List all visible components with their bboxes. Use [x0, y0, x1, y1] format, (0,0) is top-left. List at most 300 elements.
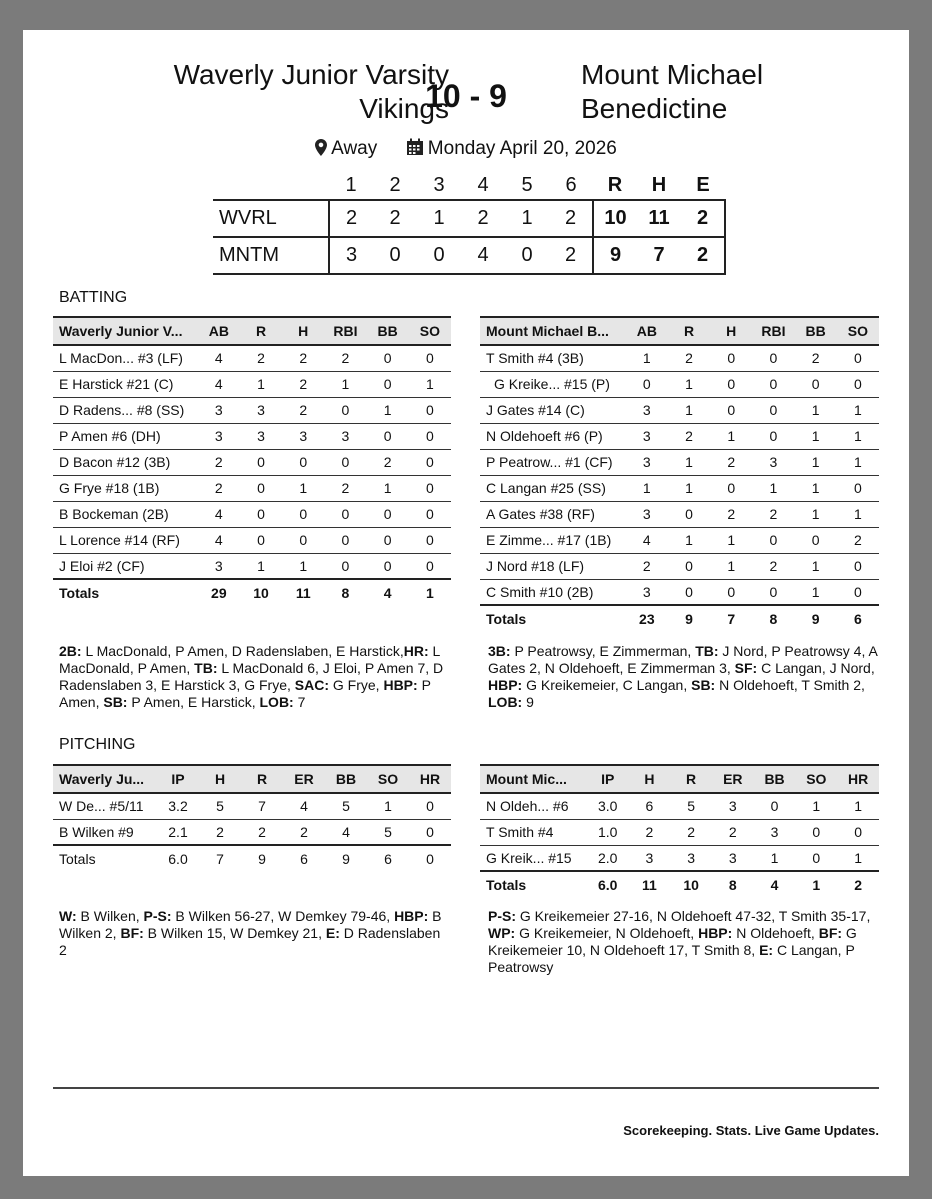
totals-row	[53, 579, 451, 605]
stat-cell: 0	[240, 475, 282, 501]
stat-cell: 2	[282, 371, 324, 397]
total-cell: 8	[712, 871, 754, 897]
note-value: N Oldehoeft,	[732, 925, 819, 941]
stat-cell: 3	[240, 423, 282, 449]
column-header: ER	[712, 765, 754, 793]
stat-cell: 0	[626, 371, 668, 397]
stat-cell: 0	[282, 527, 324, 553]
stat-cell: 0	[795, 527, 837, 553]
totals-label: Totals	[480, 871, 587, 897]
total-cell: 6.0	[587, 871, 629, 897]
game-header	[23, 58, 909, 134]
stat-cell: 0	[837, 579, 879, 605]
column-header: IP	[587, 765, 629, 793]
stat-cell: 0	[837, 475, 879, 501]
column-header: SO	[367, 765, 409, 793]
column-header: BB	[325, 765, 367, 793]
stat-cell: 0	[282, 449, 324, 475]
player-row	[480, 527, 879, 553]
column-header: H	[710, 317, 752, 345]
stat-cell: 1	[282, 553, 324, 579]
stat-cell: 0	[409, 501, 451, 527]
stat-cell: 1	[710, 423, 752, 449]
note-key: LOB:	[488, 694, 523, 710]
stat-cell: 1	[668, 449, 710, 475]
note-value: L MacDonald, P Amen, D Radenslaben, E Harstick,	[81, 643, 404, 659]
player-row	[53, 397, 451, 423]
total-cell: 29	[198, 579, 240, 605]
box-score-page	[23, 30, 909, 1176]
player-row	[480, 345, 879, 371]
column-header: Waverly Ju...	[53, 765, 157, 793]
column-header: Waverly Junior V...	[53, 317, 198, 345]
stat-cell: 0	[324, 501, 366, 527]
stat-cell: 5	[670, 793, 712, 819]
stat-cell: 1	[795, 423, 837, 449]
stat-cell: 3	[626, 501, 668, 527]
totals-label: Totals	[480, 605, 626, 631]
stat-cell: 1	[795, 501, 837, 527]
note-key: W:	[59, 908, 77, 924]
stat-cell: 0	[837, 371, 879, 397]
stat-cell: 2	[240, 345, 282, 371]
stat-cell: 2	[367, 449, 409, 475]
stat-cell: 4	[198, 345, 240, 371]
note-value: C Langan, J Nord,	[757, 660, 875, 676]
note-key: HBP:	[698, 925, 733, 941]
note-key: P-S:	[143, 908, 172, 924]
player-row	[53, 819, 451, 845]
stat-cell: 2	[670, 819, 712, 845]
stat-cell: 0	[409, 423, 451, 449]
batting-table-home	[53, 316, 451, 605]
stat-cell: 3	[198, 423, 240, 449]
stat-cell: 1	[795, 793, 837, 819]
stat-cell: 2	[837, 527, 879, 553]
column-header: SO	[409, 317, 451, 345]
stat-cell: 0	[367, 527, 409, 553]
player-row	[53, 501, 451, 527]
note-value: 7	[293, 694, 306, 710]
stat-cell: 3	[670, 845, 712, 871]
column-header: SO	[837, 317, 879, 345]
batting-section-title: BATTING	[59, 289, 128, 306]
stat-cell: 2.0	[587, 845, 629, 871]
stat-cell: 1	[795, 475, 837, 501]
stat-cell: 0	[754, 793, 796, 819]
stat-cell: 1	[668, 527, 710, 553]
note-value: N Oldehoeft, T Smith 2,	[715, 677, 865, 693]
stat-cell: 0	[324, 527, 366, 553]
stat-cell: 0	[367, 423, 409, 449]
pitching-notes-home	[59, 908, 451, 959]
stat-cell: 0	[324, 397, 366, 423]
column-header: Mount Mic...	[480, 765, 587, 793]
game-meta	[23, 138, 909, 162]
player-name: E Harstick #21 (C)	[53, 371, 198, 397]
note-value: G Kreikemeier 10, N Oldehoeft 17, T Smith 8,	[488, 925, 857, 958]
stat-cell: 2	[283, 819, 325, 845]
stat-cell: 1	[837, 449, 879, 475]
total-cell: 1	[409, 579, 451, 605]
batting-notes-away	[488, 643, 879, 711]
stat-cell: 0	[409, 397, 451, 423]
stat-cell: 0	[367, 345, 409, 371]
stat-cell: 1	[324, 371, 366, 397]
player-name: P Peatrow... #1 (CF)	[480, 449, 626, 475]
player-name: C Smith #10 (2B)	[480, 579, 626, 605]
footer-tagline: Scorekeeping. Stats. Live Game Updates.	[623, 1123, 879, 1138]
stat-cell: 3.0	[587, 793, 629, 819]
stat-cell: 0	[409, 819, 451, 845]
stat-cell: 1	[282, 475, 324, 501]
total-cell: 7	[710, 605, 752, 631]
stat-cell: 5	[367, 819, 409, 845]
stat-cell: 1	[668, 397, 710, 423]
stat-cell: 0	[710, 579, 752, 605]
column-header: BB	[754, 765, 796, 793]
player-name: J Nord #18 (LF)	[480, 553, 626, 579]
stat-cell: 1	[837, 423, 879, 449]
player-name: E Zimme... #17 (1B)	[480, 527, 626, 553]
total-cell: 4	[754, 871, 796, 897]
total-cell: 10	[670, 871, 712, 897]
stat-cell: 3	[629, 845, 671, 871]
stat-cell: 1	[240, 371, 282, 397]
stat-cell: 0	[752, 423, 794, 449]
note-value: G Kreikemeier 27-16, N Oldehoeft 47-32, T Smith 35-17,	[516, 908, 871, 924]
note-key: P-S:	[488, 908, 516, 924]
stat-cell: 1	[837, 793, 879, 819]
player-row	[480, 423, 879, 449]
stat-cell: 0	[324, 449, 366, 475]
stat-cell: 3	[324, 423, 366, 449]
stat-cell: 2	[324, 345, 366, 371]
stat-cell: 1	[795, 553, 837, 579]
date-text: Monday April 20, 2026	[427, 138, 617, 159]
stat-cell: 3.2	[157, 793, 199, 819]
column-header: BB	[367, 317, 409, 345]
stat-cell: 4	[198, 527, 240, 553]
total-cell: 7	[199, 845, 241, 871]
stat-cell: 0	[837, 553, 879, 579]
stat-cell: 3	[626, 579, 668, 605]
column-header: Mount Michael B...	[480, 317, 626, 345]
total-cell: 6.0	[157, 845, 199, 871]
total-cell: 0	[409, 845, 451, 871]
note-key: HBP:	[488, 677, 523, 693]
pitching-table-home	[53, 764, 451, 871]
player-row	[53, 423, 451, 449]
stat-cell: 1	[837, 397, 879, 423]
note-value: L MacDonald, P Amen,	[59, 643, 440, 676]
player-name: C Langan #25 (SS)	[480, 475, 626, 501]
stat-cell: 2	[752, 501, 794, 527]
away-team-name: Mount Michael Benedictine	[581, 59, 764, 124]
stat-cell: 4	[283, 793, 325, 819]
stat-cell: 1	[795, 397, 837, 423]
stat-cell: 4	[198, 371, 240, 397]
stat-cell: 5	[325, 793, 367, 819]
stat-cell: 4	[198, 501, 240, 527]
stat-cell: 4	[325, 819, 367, 845]
stat-header-row	[53, 317, 451, 345]
player-row	[480, 819, 879, 845]
stat-cell: 3	[626, 397, 668, 423]
stat-cell: 0	[409, 449, 451, 475]
total-cell: 2	[837, 871, 879, 897]
stat-cell: 3	[712, 793, 754, 819]
stat-header-row	[53, 765, 451, 793]
player-row	[53, 793, 451, 819]
column-header: SO	[795, 765, 837, 793]
note-key: WP:	[488, 925, 516, 941]
column-header: BB	[795, 317, 837, 345]
note-value: P Peatrowsy, E Zimmerman,	[510, 643, 696, 659]
stat-cell: 0	[752, 527, 794, 553]
column-header: RBI	[752, 317, 794, 345]
player-name: N Oldehoeft #6 (P)	[480, 423, 626, 449]
stat-cell: 0	[324, 553, 366, 579]
stat-cell: 3	[240, 397, 282, 423]
total-cell: 6	[837, 605, 879, 631]
player-row	[480, 449, 879, 475]
stat-cell: 0	[282, 501, 324, 527]
note-value: D Radenslaben 2	[59, 925, 441, 958]
player-row	[53, 345, 451, 371]
total-cell: 6	[283, 845, 325, 871]
stat-cell: 0	[409, 527, 451, 553]
total-cell: 9	[241, 845, 283, 871]
column-header: H	[629, 765, 671, 793]
stat-cell: 1	[240, 553, 282, 579]
totals-row	[480, 871, 879, 897]
total-cell: 10	[240, 579, 282, 605]
note-key: TB:	[695, 643, 719, 659]
stat-cell: 2	[198, 475, 240, 501]
stat-cell: 1	[795, 449, 837, 475]
column-header: R	[670, 765, 712, 793]
stat-cell: 0	[409, 553, 451, 579]
player-name: B Wilken #9	[53, 819, 157, 845]
stat-cell: 0	[710, 345, 752, 371]
player-name: G Frye #18 (1B)	[53, 475, 198, 501]
note-key: E:	[759, 942, 774, 958]
player-row	[480, 793, 879, 819]
player-row	[480, 579, 879, 605]
note-key: 3B:	[488, 643, 511, 659]
stat-cell: 1.0	[587, 819, 629, 845]
footer-divider	[53, 1087, 879, 1089]
stat-cell: 0	[752, 345, 794, 371]
stat-cell: 2	[752, 553, 794, 579]
stat-cell: 3	[282, 423, 324, 449]
total-cell: 8	[752, 605, 794, 631]
stat-cell: 0	[240, 527, 282, 553]
stat-cell: 2	[282, 345, 324, 371]
stat-cell: 2	[241, 819, 283, 845]
note-key: SAC:	[294, 677, 329, 693]
column-header: R	[241, 765, 283, 793]
stat-cell: 0	[795, 819, 837, 845]
stat-cell: 2	[282, 397, 324, 423]
column-header: AB	[198, 317, 240, 345]
note-key: TB:	[194, 660, 218, 676]
stat-cell: 0	[752, 579, 794, 605]
stat-cell: 1	[367, 397, 409, 423]
stat-cell: 0	[409, 793, 451, 819]
total-cell: 9	[795, 605, 837, 631]
stat-cell: 1	[754, 845, 796, 871]
column-header: ER	[283, 765, 325, 793]
total-cell: 11	[282, 579, 324, 605]
stat-cell: 0	[367, 371, 409, 397]
location-pin-icon	[315, 139, 327, 162]
location-text: Away	[331, 138, 378, 159]
stat-cell: 4	[626, 527, 668, 553]
column-header: AB	[626, 317, 668, 345]
stat-cell: 2	[712, 819, 754, 845]
player-name: P Amen #6 (DH)	[53, 423, 198, 449]
player-name: G Kreik... #15	[480, 845, 587, 871]
note-key: SF:	[734, 660, 758, 676]
player-row	[53, 475, 451, 501]
note-key: HR:	[403, 643, 429, 659]
stat-cell: 0	[752, 397, 794, 423]
stat-cell: 0	[752, 371, 794, 397]
column-header: HR	[837, 765, 879, 793]
stat-cell: 3	[626, 423, 668, 449]
player-name: J Eloi #2 (CF)	[53, 553, 198, 579]
home-team-name: Waverly Junior Varsity Vikings	[173, 59, 449, 124]
player-name: T Smith #4	[480, 819, 587, 845]
stat-cell: 3	[752, 449, 794, 475]
stat-cell: 1	[668, 371, 710, 397]
totals-row	[53, 845, 451, 871]
note-key: HBP:	[394, 908, 429, 924]
stat-cell: 3	[712, 845, 754, 871]
player-row	[53, 449, 451, 475]
total-cell: 4	[367, 579, 409, 605]
column-header: IP	[157, 765, 199, 793]
total-cell: 11	[629, 871, 671, 897]
stat-cell: 0	[668, 553, 710, 579]
stat-cell: 0	[240, 501, 282, 527]
stat-cell: 0	[837, 819, 879, 845]
stat-cell: 2	[668, 345, 710, 371]
stat-cell: 1	[367, 793, 409, 819]
stat-cell: 3	[626, 449, 668, 475]
total-cell: 9	[325, 845, 367, 871]
stat-cell: 1	[837, 845, 879, 871]
column-header: H	[199, 765, 241, 793]
player-row	[480, 371, 879, 397]
note-key: E:	[325, 925, 340, 941]
total-cell: 6	[367, 845, 409, 871]
stat-cell: 1	[626, 475, 668, 501]
note-value: J Nord, P Peatrowsy 4, A Gates 2, N Oldehoeft, E Zimmerman 3,	[488, 643, 878, 676]
stat-cell: 1	[795, 579, 837, 605]
note-value: G Kreikemeier, C Langan,	[522, 677, 692, 693]
stat-cell: 0	[668, 579, 710, 605]
stat-cell: 0	[795, 371, 837, 397]
stat-cell: 2.1	[157, 819, 199, 845]
stat-cell: 2	[629, 819, 671, 845]
stat-cell: 2	[710, 449, 752, 475]
stat-cell: 1	[367, 475, 409, 501]
player-name: D Radens... #8 (SS)	[53, 397, 198, 423]
player-name: N Oldeh... #6	[480, 793, 587, 819]
pitching-section-title: PITCHING	[59, 736, 136, 753]
note-value: P Amen, E Harstick,	[127, 694, 260, 710]
stat-cell: 2	[668, 423, 710, 449]
player-row	[480, 553, 879, 579]
pitching-table-away	[480, 764, 879, 897]
stat-cell: 2	[795, 345, 837, 371]
column-header: RBI	[324, 317, 366, 345]
stat-cell: 0	[409, 475, 451, 501]
note-value: B Wilken 2,	[59, 908, 442, 941]
line-score-table: 1 2 3 4 5 6 R H E WVRL 2 2 1 2 1 2 10 11 2 MNTM 3 0 0 4 0 2 9 7 2	[213, 172, 726, 275]
player-row	[53, 553, 451, 579]
stat-cell: 0	[240, 449, 282, 475]
stat-cell: 1	[837, 501, 879, 527]
stat-cell: 0	[710, 475, 752, 501]
stat-cell: 2	[199, 819, 241, 845]
totals-label: Totals	[53, 579, 198, 605]
player-row	[480, 397, 879, 423]
note-key: 2B:	[59, 643, 82, 659]
player-name: T Smith #4 (3B)	[480, 345, 626, 371]
note-key: HBP:	[383, 677, 418, 693]
stat-cell: 3	[754, 819, 796, 845]
stat-cell: 5	[199, 793, 241, 819]
column-header: R	[668, 317, 710, 345]
stat-cell: 0	[409, 345, 451, 371]
stat-cell: 0	[710, 371, 752, 397]
stat-cell: 0	[367, 553, 409, 579]
player-name: L MacDon... #3 (LF)	[53, 345, 198, 371]
totals-label: Totals	[53, 845, 157, 871]
stat-cell: 2	[626, 553, 668, 579]
stat-cell: 2	[324, 475, 366, 501]
note-value: C Langan, P Peatrowsy	[488, 942, 855, 975]
note-value: B Wilken,	[76, 908, 144, 924]
stat-header-row	[480, 317, 879, 345]
stat-cell: 1	[710, 527, 752, 553]
note-key: LOB:	[259, 694, 294, 710]
stat-cell: 1	[409, 371, 451, 397]
note-value: B Wilken 15, W Demkey 21,	[143, 925, 326, 941]
stat-cell: 1	[752, 475, 794, 501]
note-key: BF:	[120, 925, 144, 941]
player-row	[53, 371, 451, 397]
stat-cell: 1	[626, 345, 668, 371]
player-name: W De... #5/11	[53, 793, 157, 819]
stat-cell: 1	[710, 553, 752, 579]
note-value: 9	[522, 694, 534, 710]
line-score-row: MNTM 3 0 0 4 0 2 9 7 2	[213, 237, 725, 274]
stat-cell: 2	[710, 501, 752, 527]
note-key: SB:	[103, 694, 128, 710]
stat-cell: 0	[837, 345, 879, 371]
batting-notes-home	[59, 643, 451, 711]
stat-cell: 6	[629, 793, 671, 819]
player-name: L Lorence #14 (RF)	[53, 527, 198, 553]
stat-cell: 0	[710, 397, 752, 423]
note-value: L MacDonald 6, J Eloi, P Amen 7, D Radenslaben 3, E Harstick 3, G Frye,	[59, 660, 444, 693]
stat-header-row	[480, 765, 879, 793]
